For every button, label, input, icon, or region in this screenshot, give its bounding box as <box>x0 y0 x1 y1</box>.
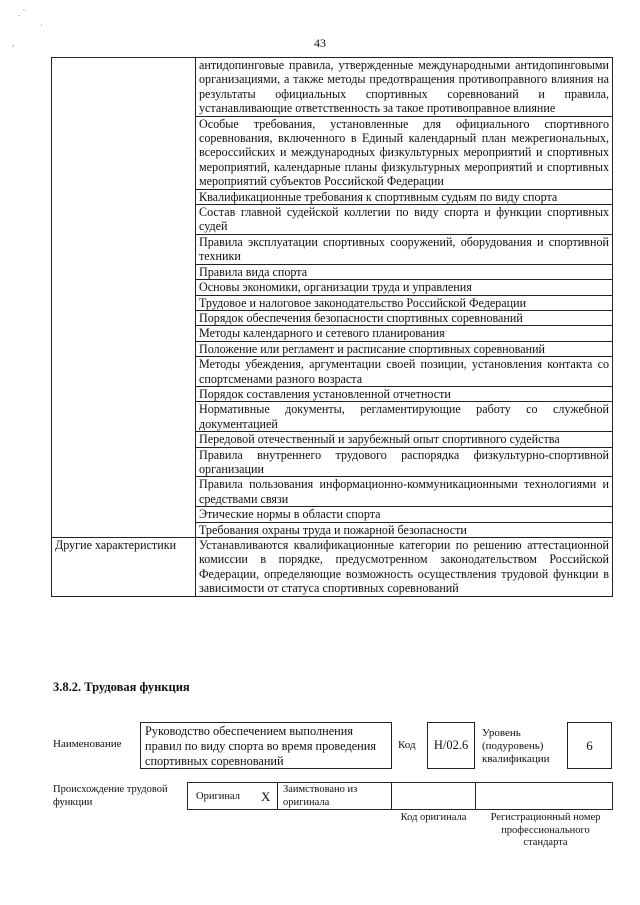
borrowed-label: Заимствовано из оригинала <box>283 784 358 808</box>
other-characteristics-text: Устанавливаются квалификационные категории по решению аттестационной комиссии в порядке, предусмотренном законодательством Российской Федерации, определяющие возможность осуществления трудовой функции в зависимости от статуса спортивных соревнований <box>196 538 613 597</box>
table-row <box>52 538 613 597</box>
origin-borrowed-cell <box>277 782 392 810</box>
requirement-cell: Методы убеждения, аргументации своей позиции, установления контакта со спортсменами разного возраста <box>196 357 613 387</box>
requirement-cell: Квалификационные требования к спортивным судьям по виду спорта <box>196 189 613 204</box>
registration-number-cell <box>475 782 613 810</box>
requirement-cell: Правила вида спорта <box>196 264 613 279</box>
scan-speck: , <box>12 38 15 48</box>
left-empty-cell <box>52 58 196 538</box>
level-value-box: 6 <box>567 722 612 769</box>
requirement-cell: Особые требования, установленные для официального спортивного соревнования, включенного в Единый календарный план межрегиональных, всероссийских и международных физкультурных мероприятий и спортивных мероприятий, календарные планы физкультурных мероприятий и спортивных мероприятий субъектов Российской Федерации <box>196 116 613 189</box>
other-characteristics-label: Другие характеристики <box>52 538 196 597</box>
function-name-box: Руководство обеспечением выполнения правил по виду спорта во время проведения спортивных соревнований <box>140 722 392 769</box>
registration-number-caption: Регистрационный номер профессионального стандарта <box>490 812 601 848</box>
requirement-cell: Трудовое и налоговое законодательство Российской Федерации <box>196 295 613 310</box>
requirement-cell: Правила пользования информационно-коммуникационными технологиями и средствами связи <box>196 477 613 507</box>
table-row <box>52 58 613 117</box>
origin-label: Происхождение трудовой функции <box>53 784 168 808</box>
origin-original-cell <box>187 782 278 810</box>
requirement-cell: Основы экономики, организации труда и управления <box>196 280 613 295</box>
requirement-cell: Правила эксплуатации спортивных сооружений, оборудования и спортивной техники <box>196 234 613 264</box>
requirement-cell: Нормативные документы, регламентирующие работу со служебной документацией <box>196 402 613 432</box>
original-code-caption: Код оригинала <box>400 812 467 823</box>
requirements-table <box>51 57 613 597</box>
requirement-cell: Передовой отечественный и зарубежный опыт спортивного судейства <box>196 432 613 447</box>
level-label: Уровень (подуровень) квалификации <box>482 727 550 765</box>
scan-speck: . ` <box>18 8 26 18</box>
requirement-cell: Требования охраны труда и пожарной безопасности <box>196 522 613 537</box>
code-value-box: H/02.6 <box>427 722 475 769</box>
section-heading: 3.8.2. Трудовая функция <box>53 680 190 694</box>
requirement-cell: Методы календарного и сетевого планирования <box>196 326 613 341</box>
page-number: 43 <box>314 36 326 50</box>
name-label: Наименование <box>53 738 122 750</box>
requirement-cell: Положение или регламент и расписание спортивных соревнований <box>196 341 613 356</box>
requirement-cell: Состав главной судейской коллегии по виду спорта и функции спортивных судей <box>196 205 613 235</box>
requirement-cell: Правила внутреннего трудового распорядка физкультурно-спортивной организации <box>196 447 613 477</box>
scan-speck: · <box>40 20 43 30</box>
code-label: Код <box>398 739 416 751</box>
requirement-cell: антидопинговые правила, утвержденные международными антидопинговыми организациями, а также методы предотвращения противоправного влияния на результаты официальных спортивных соревнований и правила, устанавливающие ответственность за такое противоправное влияние <box>196 58 613 117</box>
requirement-cell: Порядок обеспечения безопасности спортивных соревнований <box>196 310 613 325</box>
original-label: Оригинал <box>196 791 240 802</box>
original-mark: X <box>261 789 271 804</box>
original-code-cell <box>391 782 476 810</box>
requirement-cell: Этические нормы в области спорта <box>196 507 613 522</box>
requirement-cell: Порядок составления установленной отчетности <box>196 386 613 401</box>
